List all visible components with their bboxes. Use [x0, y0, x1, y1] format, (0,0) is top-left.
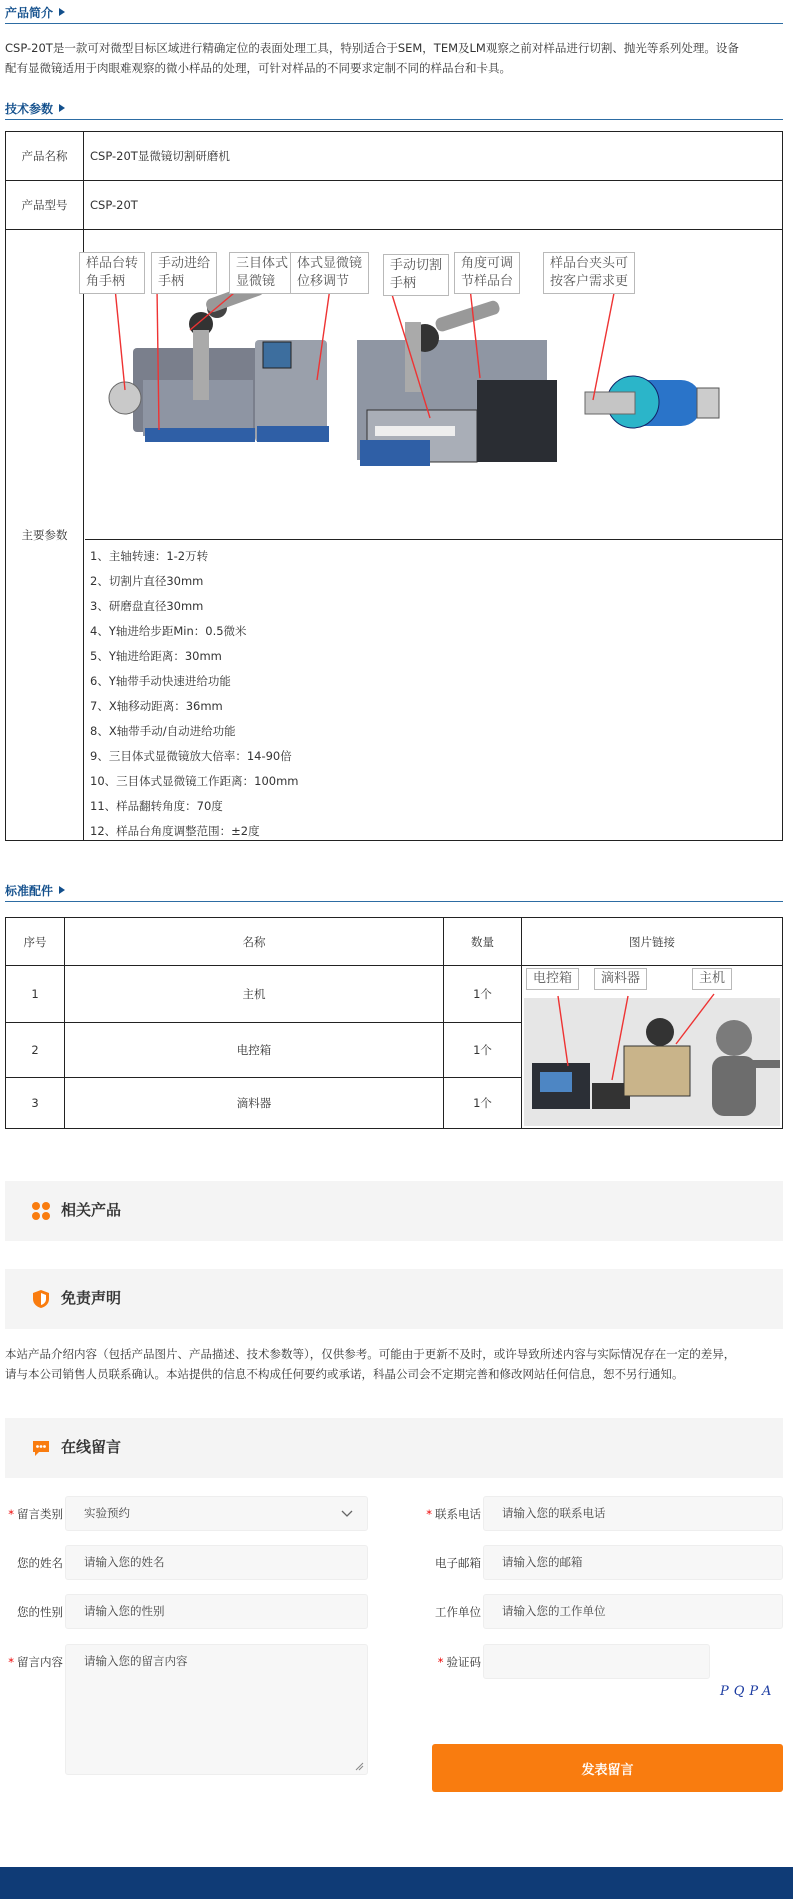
table-row — [6, 132, 782, 181]
field-label: * 留言内容 — [8, 1655, 63, 1669]
column-header: 数量 — [471, 934, 494, 949]
phone-input[interactable]: 请输入您的联系电话 — [483, 1496, 783, 1531]
section-heading-params — [5, 96, 783, 120]
triangle-right-icon — [59, 104, 65, 112]
section-title: 标准配件 — [5, 884, 54, 898]
callout-label: 样品台转 角手柄 — [79, 252, 145, 294]
callout-label: 样品台夹头可 按客户需求更 — [543, 252, 635, 294]
field-label: 您的姓名 — [17, 1556, 63, 1570]
chevron-down-icon — [341, 1510, 353, 1518]
captcha-image[interactable]: PQPA — [720, 1684, 777, 1699]
callout-label: 手动进给 手柄 — [151, 252, 217, 294]
list-item: 6、Y轴带手动快速进给功能 — [90, 674, 231, 688]
field-label: * 留言类别 — [8, 1507, 63, 1521]
message-bar — [5, 1418, 783, 1478]
field-label: 工作单位 — [435, 1605, 481, 1619]
accessory-image — [524, 968, 780, 1126]
section-title: 产品简介 — [5, 6, 54, 20]
content-textarea[interactable]: 请输入您的留言内容 — [65, 1644, 368, 1775]
list-item: 12、样品台角度调整范围：±2度 — [90, 824, 260, 838]
triangle-right-icon — [59, 8, 65, 16]
footer-bar — [0, 1867, 793, 1899]
company-input[interactable]: 请输入您的工作单位 — [483, 1594, 783, 1629]
callout-label: 电控箱 — [526, 968, 579, 990]
callout-label: 角度可调 节样品台 — [454, 252, 520, 294]
submit-button[interactable]: 发表留言 — [432, 1744, 783, 1792]
triangle-right-icon — [59, 886, 65, 894]
table-cell: 1 — [31, 987, 39, 1001]
column-header: 序号 — [23, 934, 47, 949]
bar-title: 在线留言 — [61, 1438, 122, 1456]
callout-label: 三目体式 显微镜 — [229, 252, 295, 294]
gender-input[interactable]: 请输入您的性别 — [65, 1594, 368, 1629]
cell-label: 主要参数 — [6, 230, 84, 840]
table-cell: 主机 — [242, 987, 266, 1001]
bar-title: 免责声明 — [61, 1289, 122, 1307]
grid-icon — [31, 1201, 51, 1221]
list-item: 5、Y轴进给距离：30mm — [90, 649, 222, 663]
disclaimer-bar — [5, 1269, 783, 1329]
table-cell: 1个 — [473, 987, 492, 1001]
table-row — [6, 181, 782, 230]
section-heading-intro — [5, 0, 783, 24]
table-cell: 滴料器 — [236, 1096, 272, 1110]
table-cell: 2 — [31, 1043, 39, 1057]
list-item: 11、样品翻转角度：70度 — [90, 799, 223, 813]
table-cell: 1个 — [473, 1043, 492, 1057]
cell-value: CSP-20T显微镜切割研磨机 — [90, 149, 230, 163]
table-cell: 3 — [31, 1096, 39, 1110]
callout-label: 手动切割 手柄 — [383, 254, 449, 296]
params-table — [5, 131, 783, 841]
spec-list — [90, 546, 299, 846]
shield-icon — [31, 1289, 51, 1309]
field-label: * 验证码 — [437, 1655, 481, 1669]
bar-title: 相关产品 — [61, 1201, 122, 1219]
list-item: 4、Y轴进给步距Min：0.5微米 — [90, 624, 247, 638]
intro-text: CSP-20T是一款可对微型目标区域进行精确定位的表面处理工具，特别适合于SEM，TEM及LM观察之前对样品进行切割、抛光等系列处理。设备 配有显微镜适用于肉眼难观察的微小样品的处理，可针对样品的不同要求定制不同的样品台和卡具。 — [5, 41, 739, 75]
captcha-input[interactable] — [483, 1644, 710, 1679]
related-products-bar — [5, 1181, 783, 1241]
section-heading-accessories — [5, 878, 783, 902]
disclaimer-text: 本站产品介绍内容（包括产品图片、产品描述、技术参数等），仅供参考。可能由于更新不及时，或许导致所述内容与实际情况存在一定的差异， 请与本公司销售人员联系确认。本站提供的信息不构成任何要约或承诺，科晶公司会不定期完善和修改网站任何信息，恕不另行通知。 — [5, 1347, 736, 1381]
cell-label: 产品型号 — [6, 181, 84, 229]
list-item: 8、X轴带手动/自动进给功能 — [90, 724, 236, 738]
message-type-select[interactable]: 实验预约 — [65, 1496, 368, 1531]
field-label: * 联系电话 — [426, 1507, 481, 1521]
field-label: 电子邮箱 — [435, 1556, 481, 1570]
list-item: 9、三目体式显微镜放大倍率：14-90倍 — [90, 749, 292, 763]
section-title: 技术参数 — [5, 102, 54, 116]
callout-label: 体式显微镜 位移调节 — [290, 252, 369, 294]
column-header: 图片链接 — [629, 934, 675, 949]
name-input[interactable]: 请输入您的姓名 — [65, 1545, 368, 1580]
callout-label: 主机 — [692, 968, 732, 990]
accessories-table — [5, 917, 783, 1129]
email-input[interactable]: 请输入您的邮箱 — [483, 1545, 783, 1580]
table-row — [6, 230, 782, 840]
list-item: 7、X轴移动距离：36mm — [90, 699, 223, 713]
product-image — [85, 230, 782, 540]
list-item: 10、三目体式显微镜工作距离：100mm — [90, 774, 299, 788]
callout-label: 滴料器 — [594, 968, 647, 990]
cell-label: 产品名称 — [6, 132, 84, 180]
field-label: 您的性别 — [17, 1605, 63, 1619]
cell-value: CSP-20T — [90, 198, 138, 212]
table-cell: 电控箱 — [236, 1043, 272, 1057]
list-item: 1、主轴转速：1-2万转 — [90, 549, 209, 563]
column-header: 名称 — [242, 934, 266, 949]
resize-handle-icon[interactable] — [355, 1762, 364, 1771]
list-item: 2、切割片直径30mm — [90, 574, 204, 588]
table-cell: 1个 — [473, 1096, 492, 1110]
chat-bubble-icon — [31, 1438, 51, 1458]
list-item: 3、研磨盘直径30mm — [90, 599, 204, 613]
